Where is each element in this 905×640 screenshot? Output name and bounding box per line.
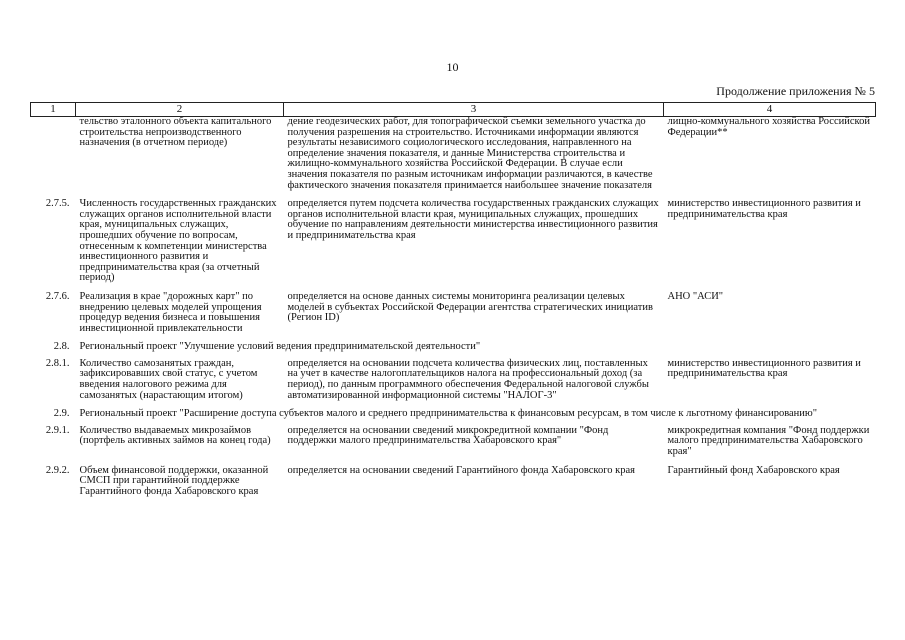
table-row — [31, 292, 876, 342]
data-source: лищно-коммунального хозяйства Российской Федерации** — [667, 116, 870, 138]
calculation-method: определяется на основании сведений микрокредитной компании "Фонд поддержки малого предпринимательства Хабаровского края" — [287, 424, 609, 447]
calculation-method: дение геодезических работ, для топографической съемки земельного участка до получения разрешения на строительство. Источниками информации являются результаты независимого социологического исследования, направленного на определение значения показателя, и данные Министерства строительства и жилищно-коммунального хозяйства Российской Федерации. В случае если значения показателя по разным источникам информации различаются, в качестве фактического значения показателя принимается наибольшее значение показателя — [287, 116, 653, 191]
data-source: министерство инвестиционного развития и предпринимательства края — [667, 357, 861, 380]
indicator-name: Численность государственных гражданских служащих органов исполнительной власти края, муниципальных служащих, прошедших обучение по вопросам, отнесенным к компетенции министерства инвестиционного развития и предпринимательства края (за отчетный период) — [79, 198, 277, 284]
calculation-method: определяется на основании сведений Гарантийного фонда Хабаровского края — [287, 464, 635, 476]
column-header: 1 — [31, 103, 76, 117]
indicator-name: Количество самозанятых граждан, зафиксировавших свой статус, с учетом введения налогового режима для самозанятых (нарастающим итогом) — [79, 357, 258, 401]
column-header: 3 — [284, 103, 664, 117]
data-source: АНО "АСИ" — [667, 290, 724, 302]
calculation-method: определяется путем подсчета количества государственных гражданских служащих органов исполнительной власти края, муниципальных служащих, прошедших обучение по направлениям деятельности министерства инвестиционного развития и предпринимательства края — [287, 198, 659, 241]
section-row — [31, 409, 876, 426]
table-row — [31, 359, 876, 409]
appendix-continuation-label: Продолжение приложения № 5 — [716, 84, 875, 98]
calculation-method: определяется на основании подсчета количества физических лиц, поставленных на учет в качестве налогоплательщиков налога на профессиональный доход (за период), по данным программного обеспечения Федеральной налоговой службы автоматизированной информационной системы "НАЛОГ-3" — [287, 357, 649, 401]
regional-project-title: Региональный проект "Расширение доступа субъектов малого и среднего предпринимательства к финансовым ресурсам, в том числе к льготному финансированию" — [79, 408, 818, 420]
section-row — [31, 342, 876, 359]
row-number: 2.8. — [53, 341, 70, 353]
page-number: 10 — [446, 60, 459, 74]
data-source: Гарантийный фонд Хабаровского края — [667, 464, 840, 476]
row-number: 2.7.6. — [45, 290, 70, 302]
indicator-name: Количество выдаваемых микрозаймов (портфель активных займов на конец года) — [79, 424, 271, 447]
table-row — [31, 466, 876, 506]
indicator-name: Объем финансовой поддержки, оказанной СМСП при гарантийной поддержке Гарантийного фонда Хабаровского края — [79, 464, 269, 497]
column-header: 2 — [76, 103, 284, 117]
data-source: микрокредитная компания "Фонд поддержки малого предпринимательства Хабаровского края" — [667, 424, 870, 458]
indicator-name: тельство эталонного объекта капитального строительства непроизводственного назначения (в отчетном периоде) — [79, 116, 272, 149]
row-number: 2.8.1. — [45, 357, 70, 369]
row-number — [31, 117, 76, 200]
row-number: 2.7.5. — [45, 198, 70, 210]
table-header-row — [31, 103, 876, 117]
regional-project-title: Региональный проект "Улучшение условий ведения предпринимательской деятельности" — [79, 341, 481, 353]
table-row — [31, 426, 876, 466]
table-row — [31, 199, 876, 292]
row-number: 2.9. — [53, 408, 70, 420]
indicator-name: Реализация в крае "дорожных карт" по внедрению целевых моделей упрощения процедур ведения бизнеса и повышения инвестиционной привлекательности — [79, 290, 262, 334]
column-header: 4 — [664, 103, 876, 117]
data-source: министерство инвестиционного развития и предпринимательства края — [667, 198, 861, 220]
indicators-table — [30, 102, 876, 505]
row-number: 2.9.2. — [45, 464, 70, 476]
calculation-method: определяется на основе данных системы мониторинга реализации целевых моделей в субъектах Российской Федерации агентства стратегических инициатив (Регион ID) — [287, 290, 653, 324]
table-row — [31, 117, 876, 200]
row-number: 2.9.1. — [45, 424, 70, 436]
